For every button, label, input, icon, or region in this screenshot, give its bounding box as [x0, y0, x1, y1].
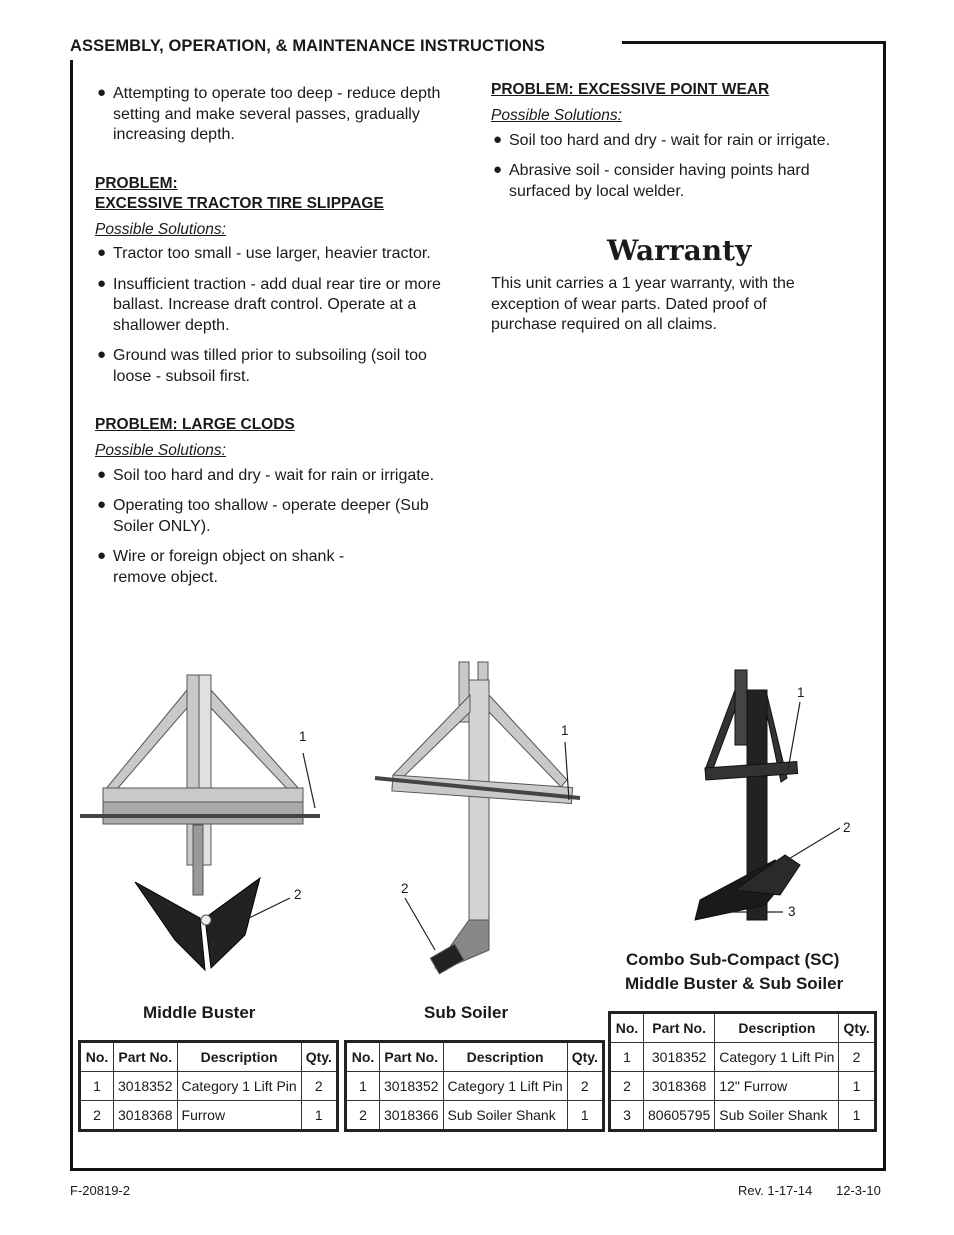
- callout-number: 2: [843, 820, 851, 835]
- caption-combo-line1: Combo Sub-Compact (SC): [626, 950, 840, 969]
- right-column: [491, 80, 863, 212]
- col-header: No.: [346, 1042, 380, 1072]
- cell: 1: [610, 1043, 644, 1072]
- frame-border-left: [70, 60, 73, 1171]
- warranty-title: Warranty: [607, 234, 752, 267]
- col-header: Qty.: [567, 1042, 603, 1072]
- table-row: [346, 1072, 604, 1101]
- callout-number: 3: [788, 904, 796, 919]
- cell: 2: [80, 1101, 114, 1131]
- cell: 3018368: [114, 1101, 178, 1131]
- cell: 1: [80, 1072, 114, 1101]
- implement-illustrations: [75, 650, 875, 995]
- cell: Category 1 Lift Pin: [177, 1072, 301, 1101]
- table-header-row: [346, 1042, 604, 1072]
- form-number: F-20819-2: [70, 1183, 130, 1198]
- table-header-row: [80, 1042, 338, 1072]
- sub-soiler-illustration: [375, 662, 580, 974]
- col-header: Qty.: [839, 1013, 875, 1043]
- bullet-item: ● Soil too hard and dry - wait for rain or irrigate.: [97, 465, 435, 484]
- bullet-item: ● Abrasive soil - consider having points hard surfaced by local welder.: [493, 161, 810, 200]
- cell: Category 1 Lift Pin: [443, 1072, 567, 1101]
- table-header-row: [610, 1013, 876, 1043]
- parts-table-sub-soiler: [344, 1040, 605, 1132]
- left-column: [95, 84, 467, 598]
- caption-combo-line2: Middle Buster & Sub Soiler: [625, 974, 844, 993]
- table-row: [610, 1043, 876, 1072]
- bullet-item: ● Insufficient traction - add dual rear tire or more ballast. Increase draft control. Operate at a shallower depth.: [97, 274, 441, 334]
- table-row: [610, 1072, 876, 1101]
- parts-table-combo: [608, 1011, 877, 1132]
- cell: 3018366: [380, 1101, 444, 1131]
- callout-number: 1: [797, 685, 805, 700]
- col-header: Part No.: [644, 1013, 715, 1043]
- col-header: No.: [610, 1013, 644, 1043]
- callout-number: 2: [294, 887, 302, 902]
- cell: 2: [301, 1072, 337, 1101]
- cell: 3018352: [114, 1072, 178, 1101]
- revision-label: Rev. 1-17-14: [738, 1183, 813, 1198]
- col-header: Qty.: [301, 1042, 337, 1072]
- cell: 1: [567, 1101, 603, 1131]
- col-header: No.: [80, 1042, 114, 1072]
- col-header: Description: [177, 1042, 301, 1072]
- cell: 3: [610, 1101, 644, 1131]
- cell: Sub Soiler Shank: [715, 1101, 839, 1131]
- frame-border-right: [883, 41, 886, 1171]
- bullet-item: ● Attempting to operate too deep - reduce depth setting and make several passes, gradually increasing depth.: [97, 84, 441, 143]
- table-row: [346, 1101, 604, 1131]
- frame-border-bottom: [70, 1168, 886, 1171]
- possible-solutions-label: Possible Solutions:: [95, 442, 226, 459]
- combo-illustration: [695, 670, 800, 920]
- table-row: [80, 1072, 338, 1101]
- warranty-text: This unit carries a 1 year warranty, with the exception of wear parts. Dated proof of purchase required on all claims.: [491, 275, 795, 333]
- caption-sub-soiler: Sub Soiler: [424, 1003, 509, 1022]
- problem-heading-slippage: EXCESSIVE TRACTOR TIRE SLIPPAGE: [95, 194, 384, 212]
- cell: Sub Soiler Shank: [443, 1101, 567, 1131]
- bullet-item: ● Tractor too small - use larger, heavier tractor.: [97, 244, 431, 262]
- problem-heading-clods: PROBLEM: LARGE CLODS: [95, 416, 295, 433]
- callout-number: 1: [561, 723, 569, 738]
- page-header-title: ASSEMBLY, OPERATION, & MAINTENANCE INSTRUCTIONS: [70, 37, 545, 55]
- table-row: [80, 1101, 338, 1131]
- cell: 12" Furrow: [715, 1072, 839, 1101]
- parts-table-middle-buster: [78, 1040, 339, 1132]
- cell: Category 1 Lift Pin: [715, 1043, 839, 1072]
- cell: 1: [346, 1072, 380, 1101]
- date-label: 12-3-10: [836, 1183, 881, 1198]
- callout-number: 1: [299, 729, 307, 744]
- bullet-item: ● Wire or foreign object on shank - remove object.: [97, 547, 345, 586]
- cell: 2: [346, 1101, 380, 1131]
- bullet-item: ● Soil too hard and dry - wait for rain or irrigate.: [493, 130, 831, 149]
- col-header: Part No.: [380, 1042, 444, 1072]
- bullet-item: ● Ground was tilled prior to subsoiling (soil too loose - subsoil first.: [97, 346, 427, 385]
- table-row: [610, 1101, 876, 1131]
- bullet-item: ● Operating too shallow - operate deeper (Sub Soiler ONLY).: [97, 496, 429, 535]
- possible-solutions-label: Possible Solutions:: [95, 220, 226, 238]
- cell: 3018368: [644, 1072, 715, 1101]
- cell: 2: [610, 1072, 644, 1101]
- col-header: Description: [443, 1042, 567, 1072]
- possible-solutions-label: Possible Solutions:: [491, 107, 622, 124]
- cell: Furrow: [177, 1101, 301, 1131]
- cell: 1: [839, 1101, 875, 1131]
- callout-number: 2: [401, 881, 409, 896]
- problem-heading-wear: PROBLEM: EXCESSIVE POINT WEAR: [491, 81, 770, 98]
- frame-border-top: [622, 41, 886, 44]
- caption-middle-buster: Middle Buster: [143, 1003, 256, 1022]
- middle-buster-illustration: [80, 675, 320, 970]
- cell: 2: [567, 1072, 603, 1101]
- col-header: Description: [715, 1013, 839, 1043]
- problem-heading-line1: PROBLEM:: [95, 174, 178, 192]
- cell: 1: [839, 1072, 875, 1101]
- cell: 3018352: [644, 1043, 715, 1072]
- col-header: Part No.: [114, 1042, 178, 1072]
- cell: 2: [839, 1043, 875, 1072]
- cell: 1: [301, 1101, 337, 1131]
- cell: 80605795: [644, 1101, 715, 1131]
- cell: 3018352: [380, 1072, 444, 1101]
